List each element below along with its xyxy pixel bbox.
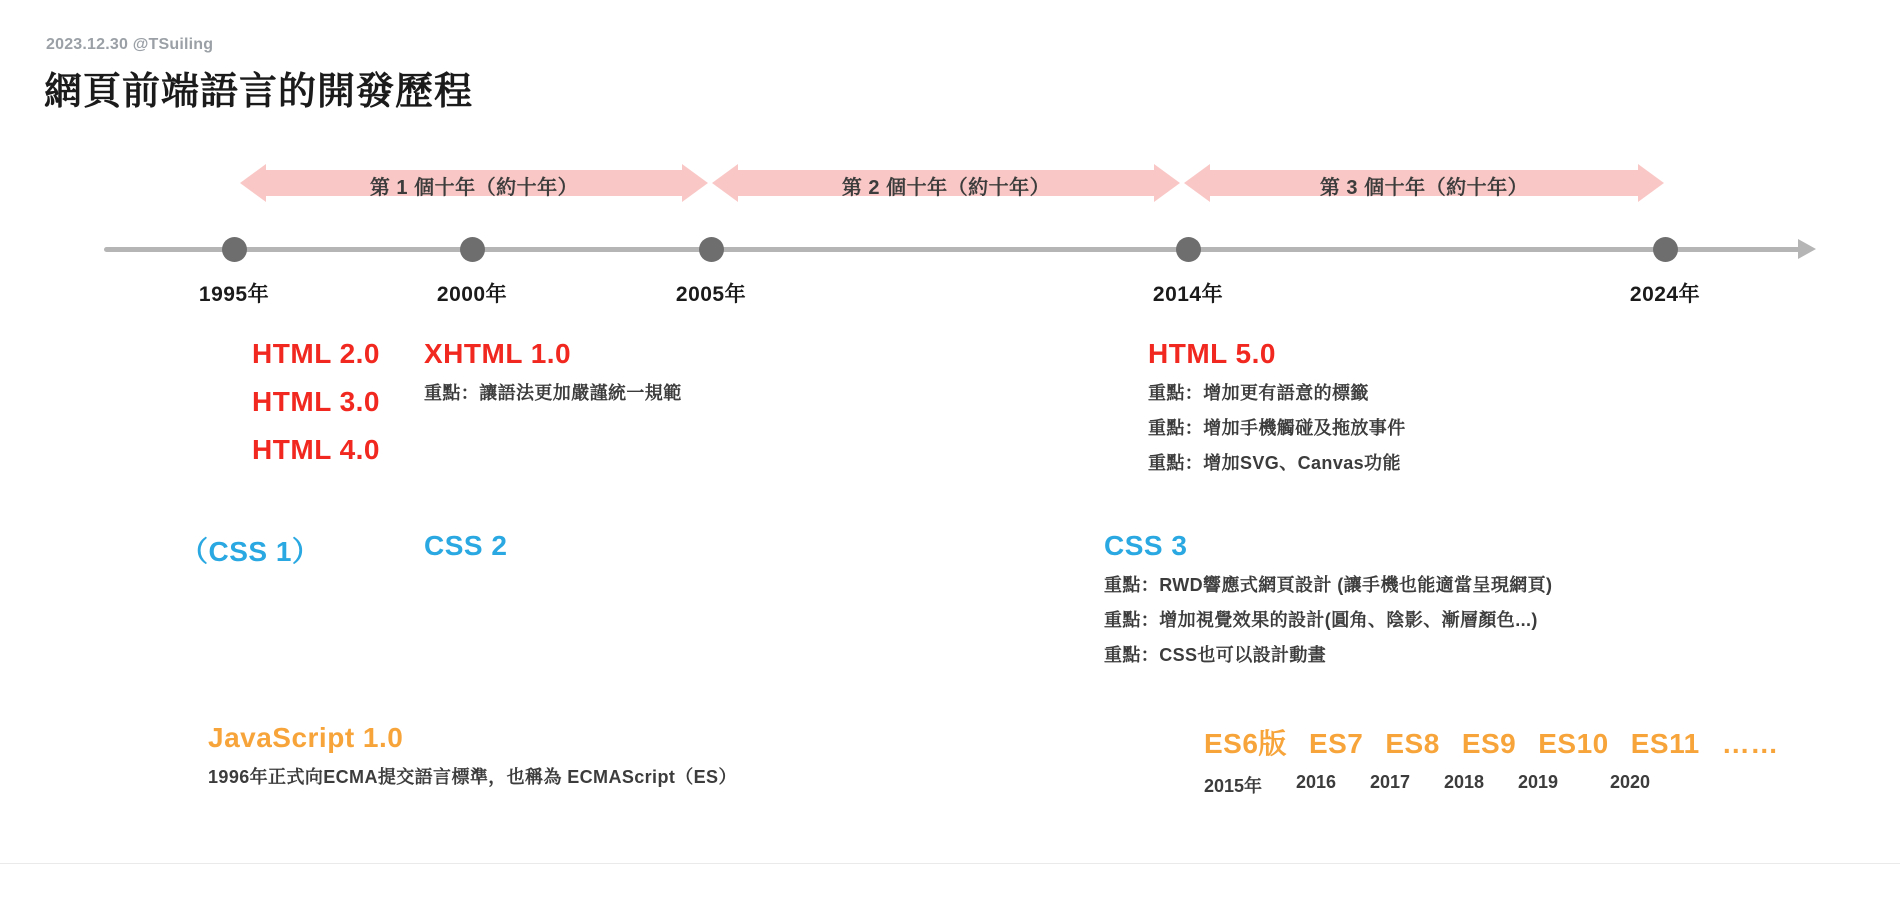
decade-arrow-2 — [712, 160, 1180, 206]
decade-arrow-1 — [240, 160, 708, 206]
es-year-es7: 2016 — [1296, 772, 1337, 792]
es-name-ellipsis: …… — [1721, 728, 1779, 759]
css2-group — [424, 530, 507, 562]
decade-band — [0, 160, 1900, 220]
html-1995-group — [120, 338, 380, 482]
timeline-dot-2005 — [699, 237, 724, 262]
es-name-es6: ES6版 — [1204, 728, 1287, 759]
timeline-dot-1995 — [222, 237, 247, 262]
html5-heading: HTML 5.0 — [1148, 338, 1276, 369]
page-title: 網頁前端語言的開發歷程 — [44, 71, 474, 113]
es-name-es9: ES9 — [1461, 728, 1517, 759]
xhtml-note: 重點：讓語法更加嚴謹統一規範 — [424, 383, 682, 403]
es-year-es11: 2020 — [1610, 772, 1651, 792]
javascript-heading: JavaScript 1.0 — [208, 722, 404, 753]
html5-note-2: 重點：增加手機觸碰及拖放事件 — [1148, 418, 1406, 438]
decade-label-3: 第 3 個十年（約十年） — [1319, 177, 1529, 199]
xhtml-heading: XHTML 1.0 — [424, 338, 572, 369]
html-2-label: HTML 2.0 — [252, 338, 380, 369]
css1-label: （CSS 1） — [180, 536, 321, 567]
es-year-es10: 2019 — [1518, 772, 1559, 792]
css1-group — [180, 530, 320, 570]
year-label-1995: 1995年 — [198, 283, 270, 306]
meta-line — [46, 36, 213, 54]
html5-note-1: 重點：增加更有語意的標籤 — [1148, 383, 1369, 403]
html-4-label: HTML 4.0 — [252, 434, 380, 465]
timeline-dot-2000 — [460, 237, 485, 262]
timeline-axis — [0, 230, 1900, 270]
meta-date: 2023.12.30 — [46, 36, 129, 53]
css2-label: CSS 2 — [424, 530, 508, 561]
year-label-2000: 2000年 — [436, 283, 508, 306]
es-year-es6: 2015年 — [1204, 776, 1263, 796]
year-label-2005: 2005年 — [675, 283, 747, 306]
axis-line — [104, 247, 1804, 252]
xhtml-group — [424, 338, 682, 405]
decade-arrow-3 — [1184, 160, 1664, 206]
css3-note-2: 重點：增加視覺效果的設計(圓角、陰影、漸層顏色...) — [1104, 610, 1538, 630]
javascript-note: 1996年正式向ECMA提交語言標準，也稱為 ECMAScript（ES） — [208, 767, 737, 787]
css3-note-3: 重點：CSS也可以設計動畫 — [1104, 645, 1327, 665]
es-name-es11: ES11 — [1630, 728, 1700, 759]
es-name-es10: ES10 — [1538, 728, 1609, 759]
es-year-es9: 2018 — [1444, 772, 1485, 792]
css3-heading: CSS 3 — [1104, 530, 1188, 561]
year-label-2014: 2014年 — [1152, 283, 1224, 306]
timeline-dot-2024 — [1653, 237, 1678, 262]
css3-note-1: 重點：RWD響應式網頁設計 (讓手機也能適當呈現網頁) — [1104, 575, 1553, 595]
html5-group — [1148, 338, 1406, 475]
html-3-label: HTML 3.0 — [252, 386, 380, 417]
decade-label-2: 第 2 個十年（約十年） — [841, 177, 1051, 199]
es-name-es7: ES7 — [1308, 728, 1364, 759]
css3-group — [1104, 530, 1552, 667]
bottom-divider — [0, 863, 1900, 864]
meta-handle: @TSuiling — [132, 36, 214, 53]
es-year-row — [1204, 772, 1779, 798]
es-name-row — [1204, 722, 1779, 762]
year-label-2024: 2024年 — [1629, 283, 1701, 306]
es-name-es8: ES8 — [1385, 728, 1440, 759]
es-year-es8: 2017 — [1370, 772, 1411, 792]
axis-arrow-icon — [1798, 239, 1816, 259]
timeline-dot-2014 — [1176, 237, 1201, 262]
javascript-group — [208, 722, 737, 789]
decade-label-1: 第 1 個十年（約十年） — [369, 177, 579, 199]
es-versions-group — [1204, 722, 1779, 798]
html5-note-3: 重點：增加SVG、Canvas功能 — [1148, 453, 1401, 473]
